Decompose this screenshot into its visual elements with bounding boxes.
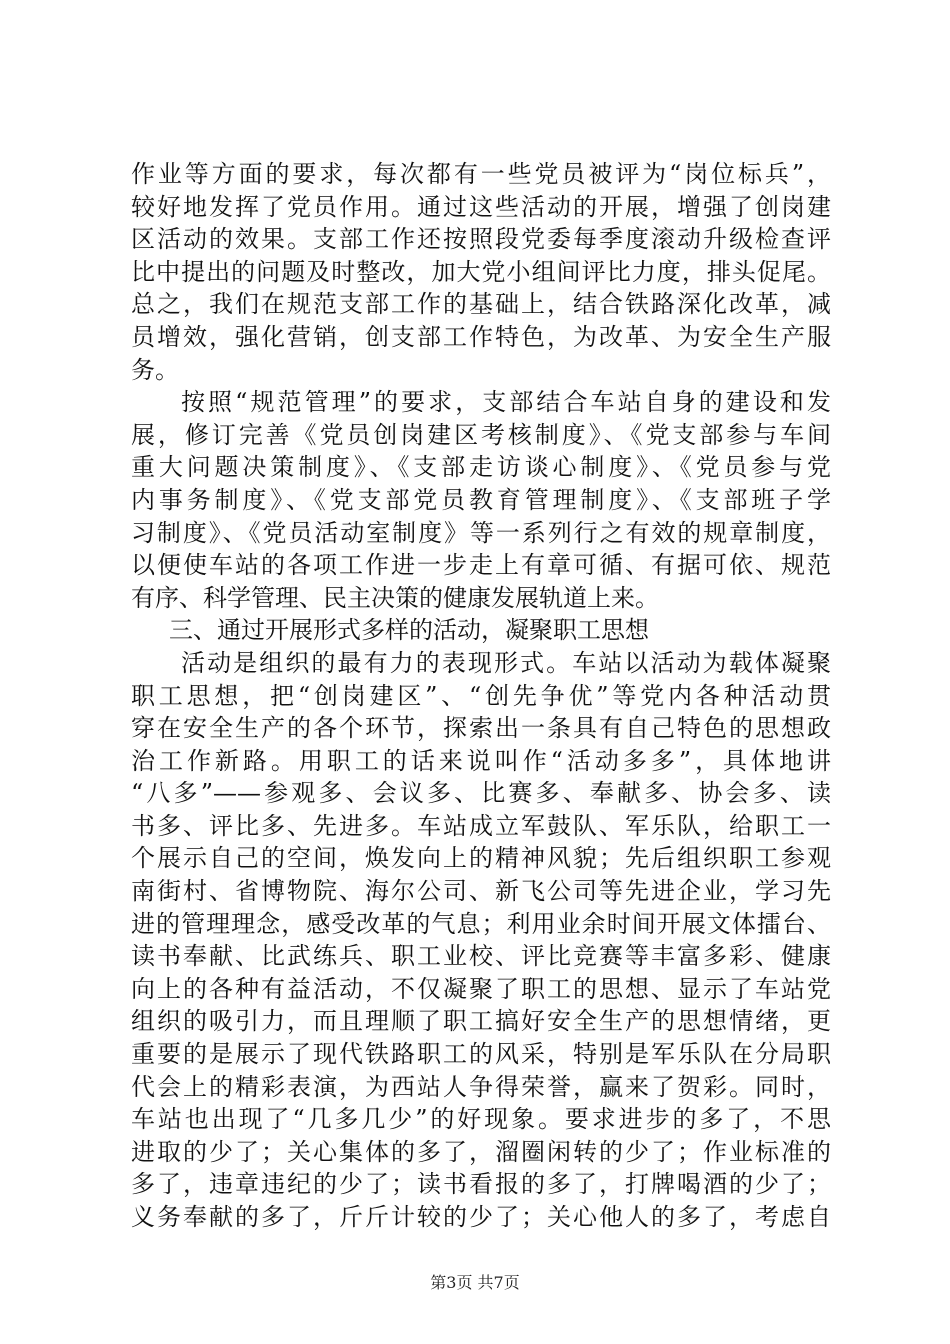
section-heading: 三、通过开展形式多样的活动，凝聚职工思想 bbox=[169, 616, 649, 645]
body-line: 作业等方面的要求，每次都有一些党员被评为“岗位标兵”， bbox=[131, 160, 831, 188]
body-line: 重大问题决策制度》、《支部走访谈心制度》、《党员参与党 bbox=[131, 453, 831, 482]
body-line: 总之，我们在规范支部工作的基础上，结合铁路深化改革，减 bbox=[131, 290, 831, 319]
body-line: “八多”——参观多、会议多、比赛多、奉献多、协会多、读 bbox=[131, 779, 831, 808]
document-body bbox=[131, 158, 831, 1234]
body-line: 员增效，强化营销，创支部工作特色，为改革、为安全生产服 bbox=[131, 322, 831, 351]
body-line: 治工作新路。用职工的话来说叫作“活动多多”，具体地讲 bbox=[131, 746, 831, 775]
body-line: 重要的是展示了现代铁路职工的风采，特别是军乐队在分局职 bbox=[131, 1040, 831, 1069]
body-line: 车站也出现了“几多几少”的好现象。要求进步的多了，不思 bbox=[131, 1105, 831, 1134]
body-line: 区活动的效果。支部工作还按照段党委每季度滚动升级检查评 bbox=[131, 225, 831, 254]
body-line: 南街村、省博物院、海尔公司、新飞公司等先进企业，学习先 bbox=[131, 877, 831, 906]
paragraph-start-line: 活动是组织的最有力的表现形式。车站以活动为载体凝聚 bbox=[181, 648, 831, 677]
body-line: 义务奉献的多了，斤斤计较的少了；关心他人的多了，考虑自 bbox=[131, 1203, 831, 1231]
body-line: 读书奉献、比武练兵、职工业校、评比竞赛等丰富多彩、健康 bbox=[131, 942, 831, 971]
page-number-footer: 第3页 共7页 bbox=[430, 1273, 520, 1292]
body-line: 向上的各种有益活动，不仅凝聚了职工的思想、显示了车站党 bbox=[131, 974, 831, 1003]
body-line: 以便使车站的各项工作进一步走上有章可循、有据可依、规范 bbox=[131, 551, 831, 580]
body-line: 多了，违章违纪的少了；读书看报的多了，打牌喝酒的少了； bbox=[131, 1170, 831, 1199]
body-line: 较好地发挥了党员作用。通过这些活动的开展，增强了创岗建 bbox=[131, 192, 831, 221]
body-line: 书多、评比多、先进多。车站成立军鼓队、军乐队，给职工一 bbox=[131, 811, 831, 840]
body-line: 穿在安全生产的各个环节，探索出一条具有自己特色的思想政 bbox=[131, 714, 831, 743]
body-line: 内事务制度》、《党支部党员教育管理制度》、《支部班子学 bbox=[131, 485, 831, 514]
paragraph-start-line: 按照“规范管理”的要求，支部结合车站自身的建设和发 bbox=[181, 388, 831, 417]
body-line: 习制度》、《党员活动室制度》等一系列行之有效的规章制度， bbox=[131, 518, 831, 547]
body-line: 比中提出的问题及时整改，加大党小组间评比力度，排头促尾。 bbox=[131, 257, 831, 286]
body-line: 个展示自己的空间，焕发向上的精神风貌；先后组织职工参观 bbox=[131, 844, 831, 873]
body-line: 进的管理理念，感受改革的气息；利用业余时间开展文体擂台、 bbox=[131, 909, 831, 938]
body-line: 进取的少了；关心集体的多了，溜圈闲转的少了；作业标准的 bbox=[131, 1137, 831, 1166]
body-line: 务。 bbox=[131, 355, 179, 384]
body-line: 展，修订完善《党员创岗建区考核制度》、《党支部参与车间 bbox=[131, 420, 831, 449]
body-line: 有序、科学管理、民主决策的健康发展轨道上来。 bbox=[131, 583, 659, 612]
body-line: 代会上的精彩表演，为西站人争得荣誉，赢来了贺彩。同时， bbox=[131, 1072, 831, 1101]
body-line: 职工思想，把“创岗建区”、“创先争优”等党内各种活动贯 bbox=[131, 681, 831, 710]
body-line: 组织的吸引力，而且理顺了职工搞好安全生产的思想情绪，更 bbox=[131, 1007, 831, 1036]
